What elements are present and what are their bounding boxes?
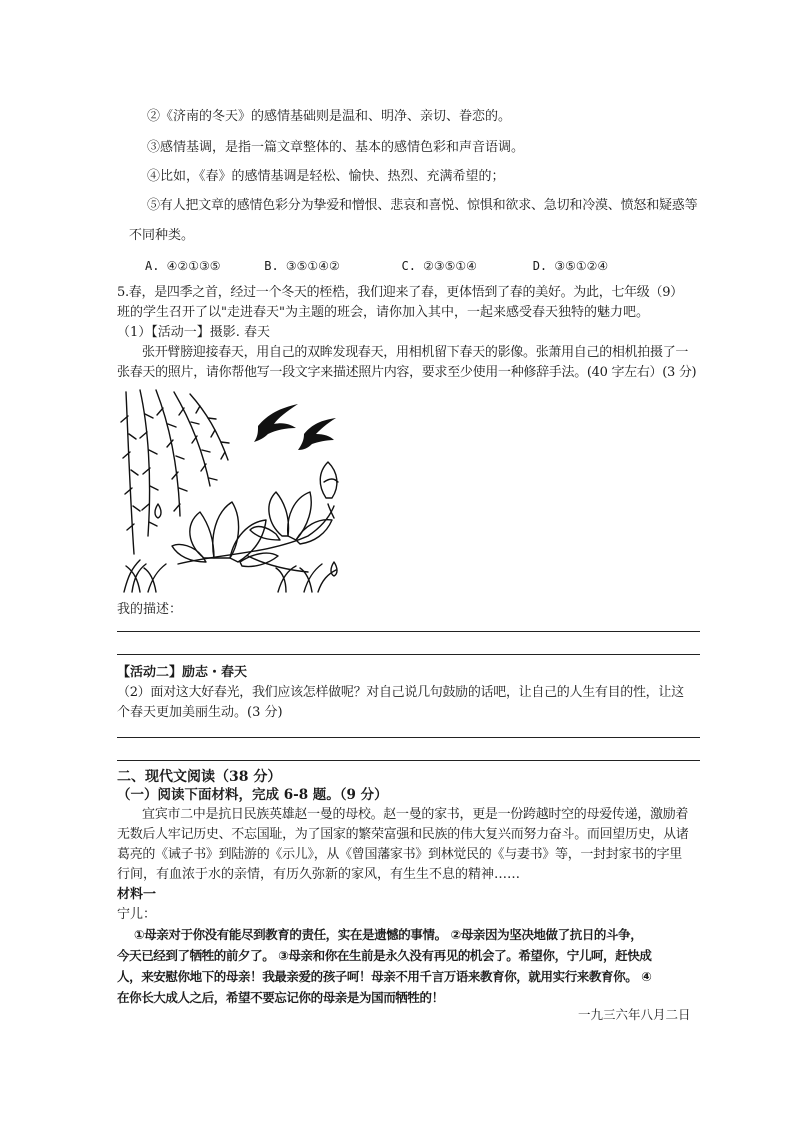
q4-sentence-5-cont: 不同种类。 (129, 228, 195, 243)
section-title: 二、现代文阅读（38 分） (117, 769, 282, 785)
passage-line4: 行间，有血浓于水的亲情，有历久弥新的家风，有生生不息的精神…… (117, 867, 521, 882)
q4-sentence-5: ⑤有人把文章的感情色彩分为挚爱和憎恨、悲哀和喜悦、惊惧和欲求、急切和冷漠、愤怒和疑惑等 (147, 198, 698, 213)
option-d: D. ③⑤①②④ (532, 259, 609, 273)
activity1-text-line1: 张开臂膀迎接春天，用自己的双眸发现春天，用相机留下春天的影像。张萧用自己的相机拍摄了一 (142, 345, 689, 360)
passage-line1: 宜宾市二中是抗日民族英雄赵一曼的母校。赵一曼的家书，更是一份跨越时空的母爱传递，激励着 (142, 807, 689, 822)
material-label: 材料一 (117, 887, 157, 902)
q4-options (145, 257, 608, 275)
answer-line-4[interactable] (117, 760, 700, 761)
letter-line1: ①母亲对于你没有能尽到教育的责任，实在是遗憾的事情。 ②母亲因为坚决地做了抗日的斗争， (134, 927, 643, 942)
answer-line-3[interactable] (117, 737, 700, 738)
answer-line-2[interactable] (117, 654, 700, 655)
q4-sentence-2: ②《济南的冬天》的感情基础则是温和、明净、亲切、眷恋的。 (147, 109, 512, 124)
answer-line-1[interactable] (117, 631, 700, 632)
activity2-text-line2: 个春天更加美丽生动。(3 分) (117, 705, 283, 720)
activity1-text-line2: 张春天的照片，请你帮他写一段文字来描述照片内容，要求至少使用一种修辞手法。(40 字左右）(3 分) (117, 365, 697, 380)
option-a: A. ④②①③⑤ (145, 259, 221, 273)
activity2-text-line1: （2）面对这大好春光，我们应该怎样做呢？对自己说几句鼓励的话吧，让自己的人生有目的性，让这 (117, 685, 684, 700)
option-b: B. ③⑤①④② (264, 259, 340, 273)
passage-line2: 无数后人牢记历史、不忘国耻，为了国家的繁荣富强和民族的伟大复兴而努力奋斗。而回望历史，从诸 (117, 827, 689, 842)
my-description-label: 我的描述： (117, 602, 183, 617)
passage-line3: 葛亮的《诫子书》到陆游的《示儿》，从《曾国藩家书》到林觉民的《与妻书》等，一封封家书的字里 (117, 847, 683, 862)
option-c: C. ②③⑤①④ (401, 259, 477, 273)
letter-date: 一九三六年八月二日 (578, 1007, 691, 1022)
activity2-title: 【活动二】励志・春天 (117, 665, 248, 680)
letter-line4: 在你长大成人之后，希望不要忘记你的母亲是为国而牺牲的！ (117, 990, 444, 1005)
letter-salutation: 宁儿： (117, 907, 157, 922)
q5-intro-line2: 班的学生召开了以"走进春天"为主题的班会，请你加入其中，一起来感受春天独特的魅力吧。 (117, 305, 649, 320)
q4-sentence-3: ③感情基调，是指一篇文章整体的、基本的感情色彩和声音语调。 (147, 140, 525, 155)
q4-sentence-4: ④比如，《春》的感情基调是轻松、愉快、热烈、充满希望的； (147, 169, 505, 184)
letter-line2: 今天已经到了牺牲的前夕了。 ③母亲和你在生前是永久没有再见的机会了。希望你，宁儿呵，赶快成 (117, 948, 652, 963)
q5-intro-line1: 5.春，是四季之首，经过一个冬天的桎梏，我们迎来了春，更体悟到了春的美好。为此，七年级（9） (117, 285, 683, 300)
activity1-title: （1）【活动一】摄影. 春天 (117, 325, 271, 340)
spring-illustration (118, 386, 358, 594)
letter-line3: 人，来安慰你地下的母亲！我最亲爱的孩子呵！母亲不用千言万语来教育你，就用实行来教育你。 ④ (117, 969, 652, 984)
section-subtitle: （一）阅读下面材料，完成 6-8 题。（9 分） (117, 787, 388, 803)
